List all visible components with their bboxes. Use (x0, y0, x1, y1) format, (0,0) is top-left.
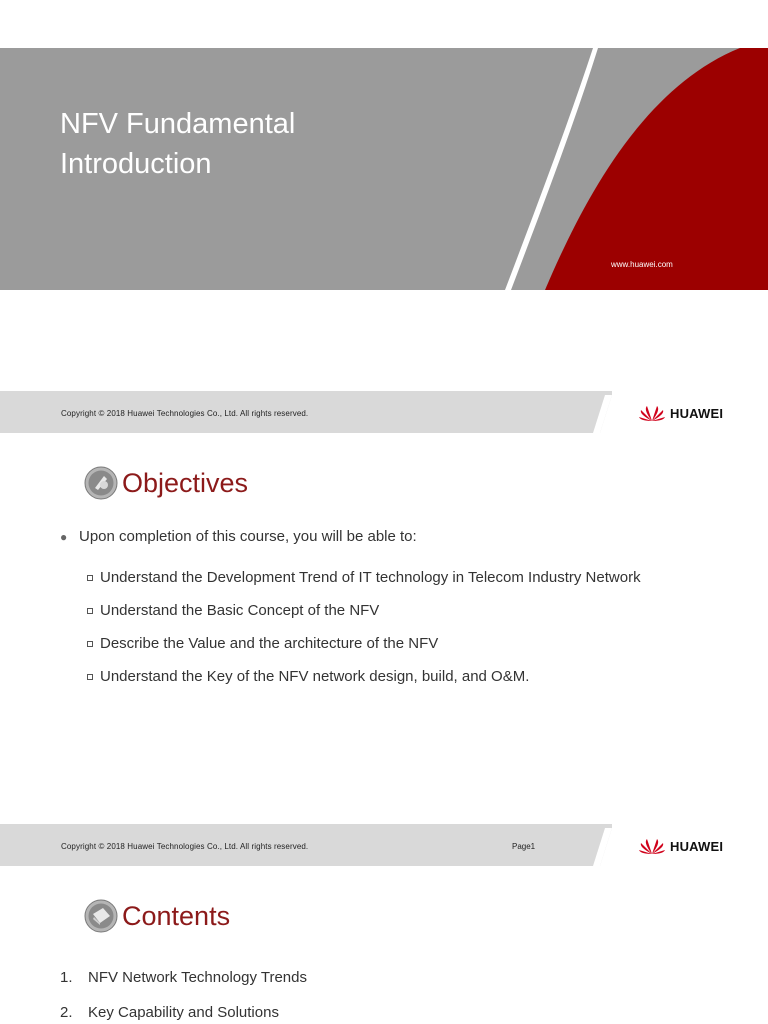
square-bullet-icon (87, 575, 93, 581)
list-item (60, 594, 740, 627)
contents-heading: Contents (122, 900, 231, 931)
copyright-text: Copyright © 2018 Huawei Technologies Co., Ltd. All rights reserved. (61, 842, 309, 851)
list-item-text: Understand the Development Trend of IT technology in Telecom Industry Network (100, 569, 641, 586)
presentation-title (60, 104, 295, 184)
list-item-label: Key Capability and Solutions (88, 1004, 279, 1021)
list-item (60, 627, 740, 660)
list-item-label: NFV Network Technology Trends (88, 969, 307, 986)
list-item-text: Understand the Key of the NFV network design, build, and O&M. (100, 668, 530, 685)
list-item-text: Understand the Basic Concept of the NFV (100, 602, 380, 619)
list-item-number: 1. (60, 969, 73, 986)
title-line-2: Introduction (60, 148, 212, 180)
objectives-list (60, 528, 740, 693)
huawei-logo (638, 836, 723, 856)
square-bullet-icon (87, 674, 93, 680)
list-item[interactable] (60, 995, 740, 1024)
contents-badge-icon (84, 899, 118, 933)
objectives-intro (60, 528, 740, 550)
huawei-logo (638, 403, 723, 423)
title-line-1: NFV Fundamental (60, 108, 296, 140)
website-url[interactable]: www.huawei.com (611, 260, 673, 269)
slide-footer-1 (0, 391, 768, 433)
list-item-text: Describe the Value and the architecture of the NFV (100, 635, 439, 652)
contents-heading-row (84, 899, 230, 933)
list-item (60, 561, 740, 594)
objectives-heading: Objectives (122, 467, 249, 498)
objectives-badge-icon (84, 466, 118, 500)
slide-footer-2 (0, 824, 768, 866)
huawei-petal-icon (638, 404, 666, 422)
objectives-intro-text: Upon completion of this course, you will be able to: (79, 528, 417, 545)
list-item-number: 2. (60, 1004, 73, 1021)
square-bullet-icon (87, 608, 93, 614)
brand-name: HUAWEI (670, 838, 724, 854)
copyright-text: Copyright © 2018 Huawei Technologies Co., Ltd. All rights reserved. (61, 409, 309, 418)
huawei-petal-icon (638, 837, 666, 855)
contents-list (60, 960, 740, 1024)
page-number: Page1 (512, 842, 536, 851)
brand-name: HUAWEI (670, 405, 724, 421)
list-item[interactable] (60, 960, 740, 995)
bullet-dot-icon: ● (60, 530, 68, 544)
objectives-heading-row (84, 466, 248, 500)
list-item (60, 660, 740, 693)
title-slide (0, 48, 768, 290)
square-bullet-icon (87, 641, 93, 647)
objectives-sub-list (60, 561, 740, 693)
